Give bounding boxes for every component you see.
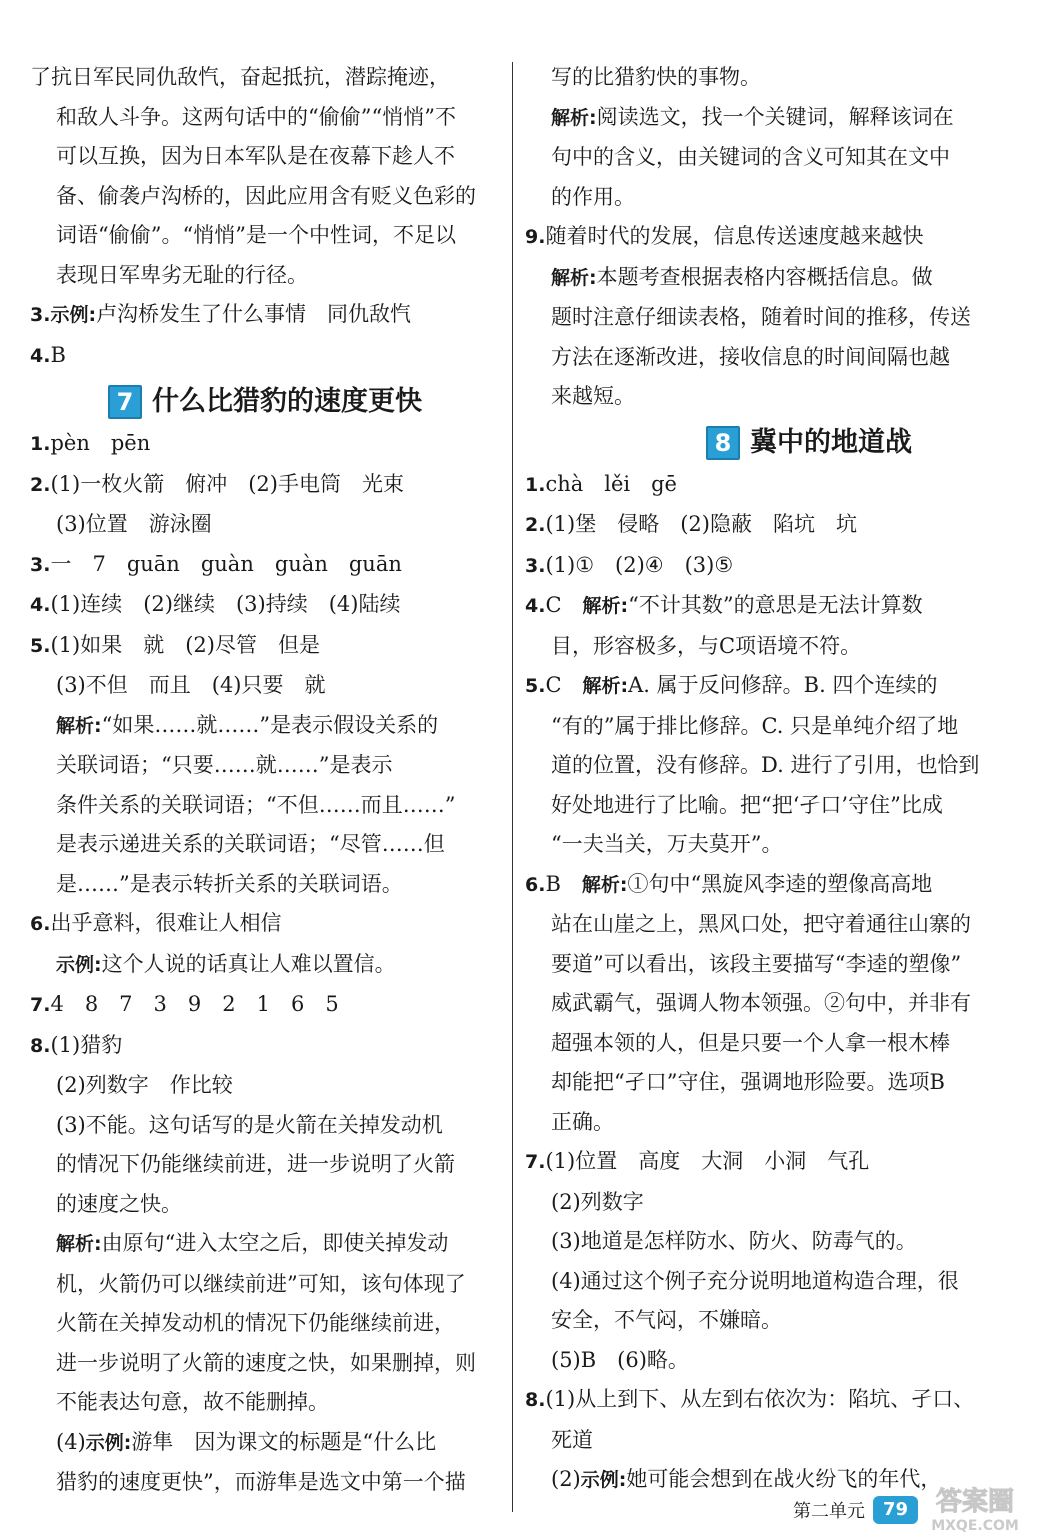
left-column xyxy=(30,58,500,1503)
text-line: 机，火箭仍可以继续前进”可知，该句体现了 xyxy=(56,1271,466,1296)
text-line: 好处地进行了比喻。把“把‘孑口’守住”比成 xyxy=(551,792,943,817)
example-line: 示例:这个人说的话真让人难以置信。 xyxy=(56,951,396,976)
right-column xyxy=(525,58,983,1501)
text-line: 却能把“孑口”守住，强调地形险要。选项B xyxy=(551,1070,945,1094)
text-line: 备、偷袭卢沟桥的，因此应用含有贬义色彩的 xyxy=(56,183,476,208)
text-line: 是表示递进关系的关联词语；“尽管……但 xyxy=(56,832,445,856)
text-line: 猎豹的速度更快”，而游隼是选文中第一个描 xyxy=(56,1470,466,1494)
text-line: (3)不但 而且 (4)只要 就 xyxy=(56,673,326,697)
text-line: 正确。 xyxy=(551,1109,614,1134)
text-line: 站在山崖之上，黑风口处，把守着通往山寨的 xyxy=(551,912,971,936)
page-number: 79 xyxy=(873,1496,918,1524)
text-line: 进一步说明了火箭的速度之快，如果删掉，则 xyxy=(56,1350,476,1375)
text-line: (3)地道是怎样防水、防火、防毒气的。 xyxy=(551,1229,917,1253)
text-line: 关联词语；“只要……就……”是表示 xyxy=(56,753,393,777)
text-line: 表现日军卑劣无耻的行径。 xyxy=(56,262,308,287)
answer-4: 4.B xyxy=(30,342,66,367)
answer-8: 8.(1)从上到下、从左到右依次为：陷坑、孑口、 xyxy=(525,1387,975,1411)
text-line: 要道”可以看出，该段主要描写“李逵的塑像” xyxy=(551,951,962,976)
text-line: 是……”是表示转折关系的关联词语。 xyxy=(56,871,403,896)
analysis-line: 解析:阅读选文，找一个关键词，解释该词在 xyxy=(551,104,954,129)
answer-2: 2.(1)堡 侵略 (2)隐蔽 陷坑 坑 xyxy=(525,512,857,536)
svg-text:答案圈: 答案圈 xyxy=(935,1487,1015,1517)
answer-2: 2.(1)一枚火箭 俯冲 (2)手电筒 光束 xyxy=(30,471,404,496)
text-line: 死道 xyxy=(551,1427,593,1452)
lesson-number-badge: 8 xyxy=(706,426,740,460)
text-line: 词语“偷偷”。“悄悄”是一个中性词，不足以 xyxy=(56,223,456,247)
text-line: (3)位置 游泳圈 xyxy=(56,512,212,536)
example-line: (4)示例:游隼 因为课文的标题是“什么比 xyxy=(56,1429,437,1454)
answer-6: 6.B 解析:①句中“黑旋风李逵的塑像高高地 xyxy=(525,871,933,896)
lesson-7-title: 7 什么比猎豹的速度更快 xyxy=(30,380,500,424)
watermark-logo xyxy=(905,1480,1045,1534)
text-line: 和敌人斗争。这两句话中的“偷偷”“悄悄”不 xyxy=(56,104,456,129)
text-line: 了抗日军民同仇敌忾，奋起抵抗，潜踪掩迹， xyxy=(30,65,450,89)
page-footer xyxy=(793,1496,918,1524)
text-line: “有的”属于排比修辞。C. 只是单纯介绍了地 xyxy=(551,713,959,738)
answer-3: 3.(1)① (2)④ (3)⑤ xyxy=(525,552,734,577)
text-line: 威武霸气，强调人物本领强。②句中，并非有 xyxy=(551,991,971,1015)
analysis-line: 解析:本题考查根据表格内容概括信息。做 xyxy=(551,264,933,289)
lesson-number-badge: 7 xyxy=(108,385,142,419)
analysis-line: 解析:“如果……就……”是表示假设关系的 xyxy=(56,712,439,737)
answer-1: 1.chà lěi gē xyxy=(525,471,677,496)
text-line: 火箭在关掉发动机的情况下仍能继续前进， xyxy=(56,1311,455,1335)
answer-9: 9.随着时代的发展，信息传送速度越来越快 xyxy=(525,224,924,248)
unit-label: 第二单元 xyxy=(793,1501,865,1522)
text-line: 条件关系的关联词语；“不但……而且……” xyxy=(56,792,456,817)
text-line: 超强本领的人，但是只要一个人拿一根木棒 xyxy=(551,1030,950,1055)
text-line: (4)通过这个例子充分说明地道构造合理，很 xyxy=(551,1268,959,1293)
answer-4: 4.C 解析:“不计其数”的意思是无法计算数 xyxy=(525,593,923,617)
answer-5: 5.C 解析:A. 属于反问修辞。B. 四个连续的 xyxy=(525,673,938,697)
answer-7: 7.(1)位置 高度 大洞 小洞 气孔 xyxy=(525,1149,870,1173)
text-line: 道的位置，没有修辞。D. 进行了引用，也恰到 xyxy=(551,753,980,777)
answer-6: 6.出乎意料，很难让人相信 xyxy=(30,911,282,935)
text-line: 题时注意仔细读表格，随着时间的推移，传送 xyxy=(551,305,971,329)
example-line: (2)示例:她可能会想到在战火纷飞的年代， xyxy=(551,1467,942,1491)
answer-8: 8.(1)猎豹 xyxy=(30,1032,123,1057)
text-line: 可以互换，因为日本军队是在夜幕下趁人不 xyxy=(56,144,455,168)
text-line: 目，形容极多，与C项语境不符。 xyxy=(551,633,862,658)
text-line: (2)列数字 作比较 xyxy=(56,1073,233,1097)
text-line: “一夫当关，万夫莫开”。 xyxy=(551,832,783,856)
analysis-line: 解析:由原句“进入太空之后，即使关掉发动 xyxy=(56,1231,449,1255)
answer-3: 3.示例:卢沟桥发生了什么事情 同仇敌忾 xyxy=(30,302,412,326)
text-line: 方法在逐渐改进，接收信息的时间间隔也越 xyxy=(551,344,950,369)
text-line: 不能表达句意，故不能删掉。 xyxy=(56,1390,329,1414)
text-line: 安全，不气闷，不嫌暗。 xyxy=(551,1308,782,1332)
answer-4: 4.(1)连续 (2)继续 (3)持续 (4)陆续 xyxy=(30,592,401,616)
text-line: 句中的含义，由关键词的含义可知其在文中 xyxy=(551,145,950,169)
answer-1: 1.pèn pēn xyxy=(30,431,151,455)
text-line: 的情况下仍能继续前进，进一步说明了火箭 xyxy=(56,1152,455,1176)
answer-5: 5.(1)如果 就 (2)尽管 但是 xyxy=(30,632,320,657)
text-line: 的速度之快。 xyxy=(56,1191,182,1216)
column-divider xyxy=(512,62,513,1512)
answer-7: 7.4 8 7 3 9 2 1 6 5 xyxy=(30,992,339,1016)
text-line: 写的比猎豹快的事物。 xyxy=(551,65,761,89)
text-line: (3)不能。这句话写的是火箭在关掉发动机 xyxy=(56,1112,443,1137)
answer-3: 3.一 7 guān guàn guàn guān xyxy=(30,551,402,576)
lesson-8-title: 8 冀中的地道战 xyxy=(525,421,983,465)
text-line: (5)B (6)略。 xyxy=(551,1347,689,1372)
text-line: 的作用。 xyxy=(551,184,635,209)
text-line: 来越短。 xyxy=(551,384,635,408)
text-line: (2)列数字 xyxy=(551,1189,644,1214)
svg-text:MXQE.COM: MXQE.COM xyxy=(931,1518,1019,1534)
